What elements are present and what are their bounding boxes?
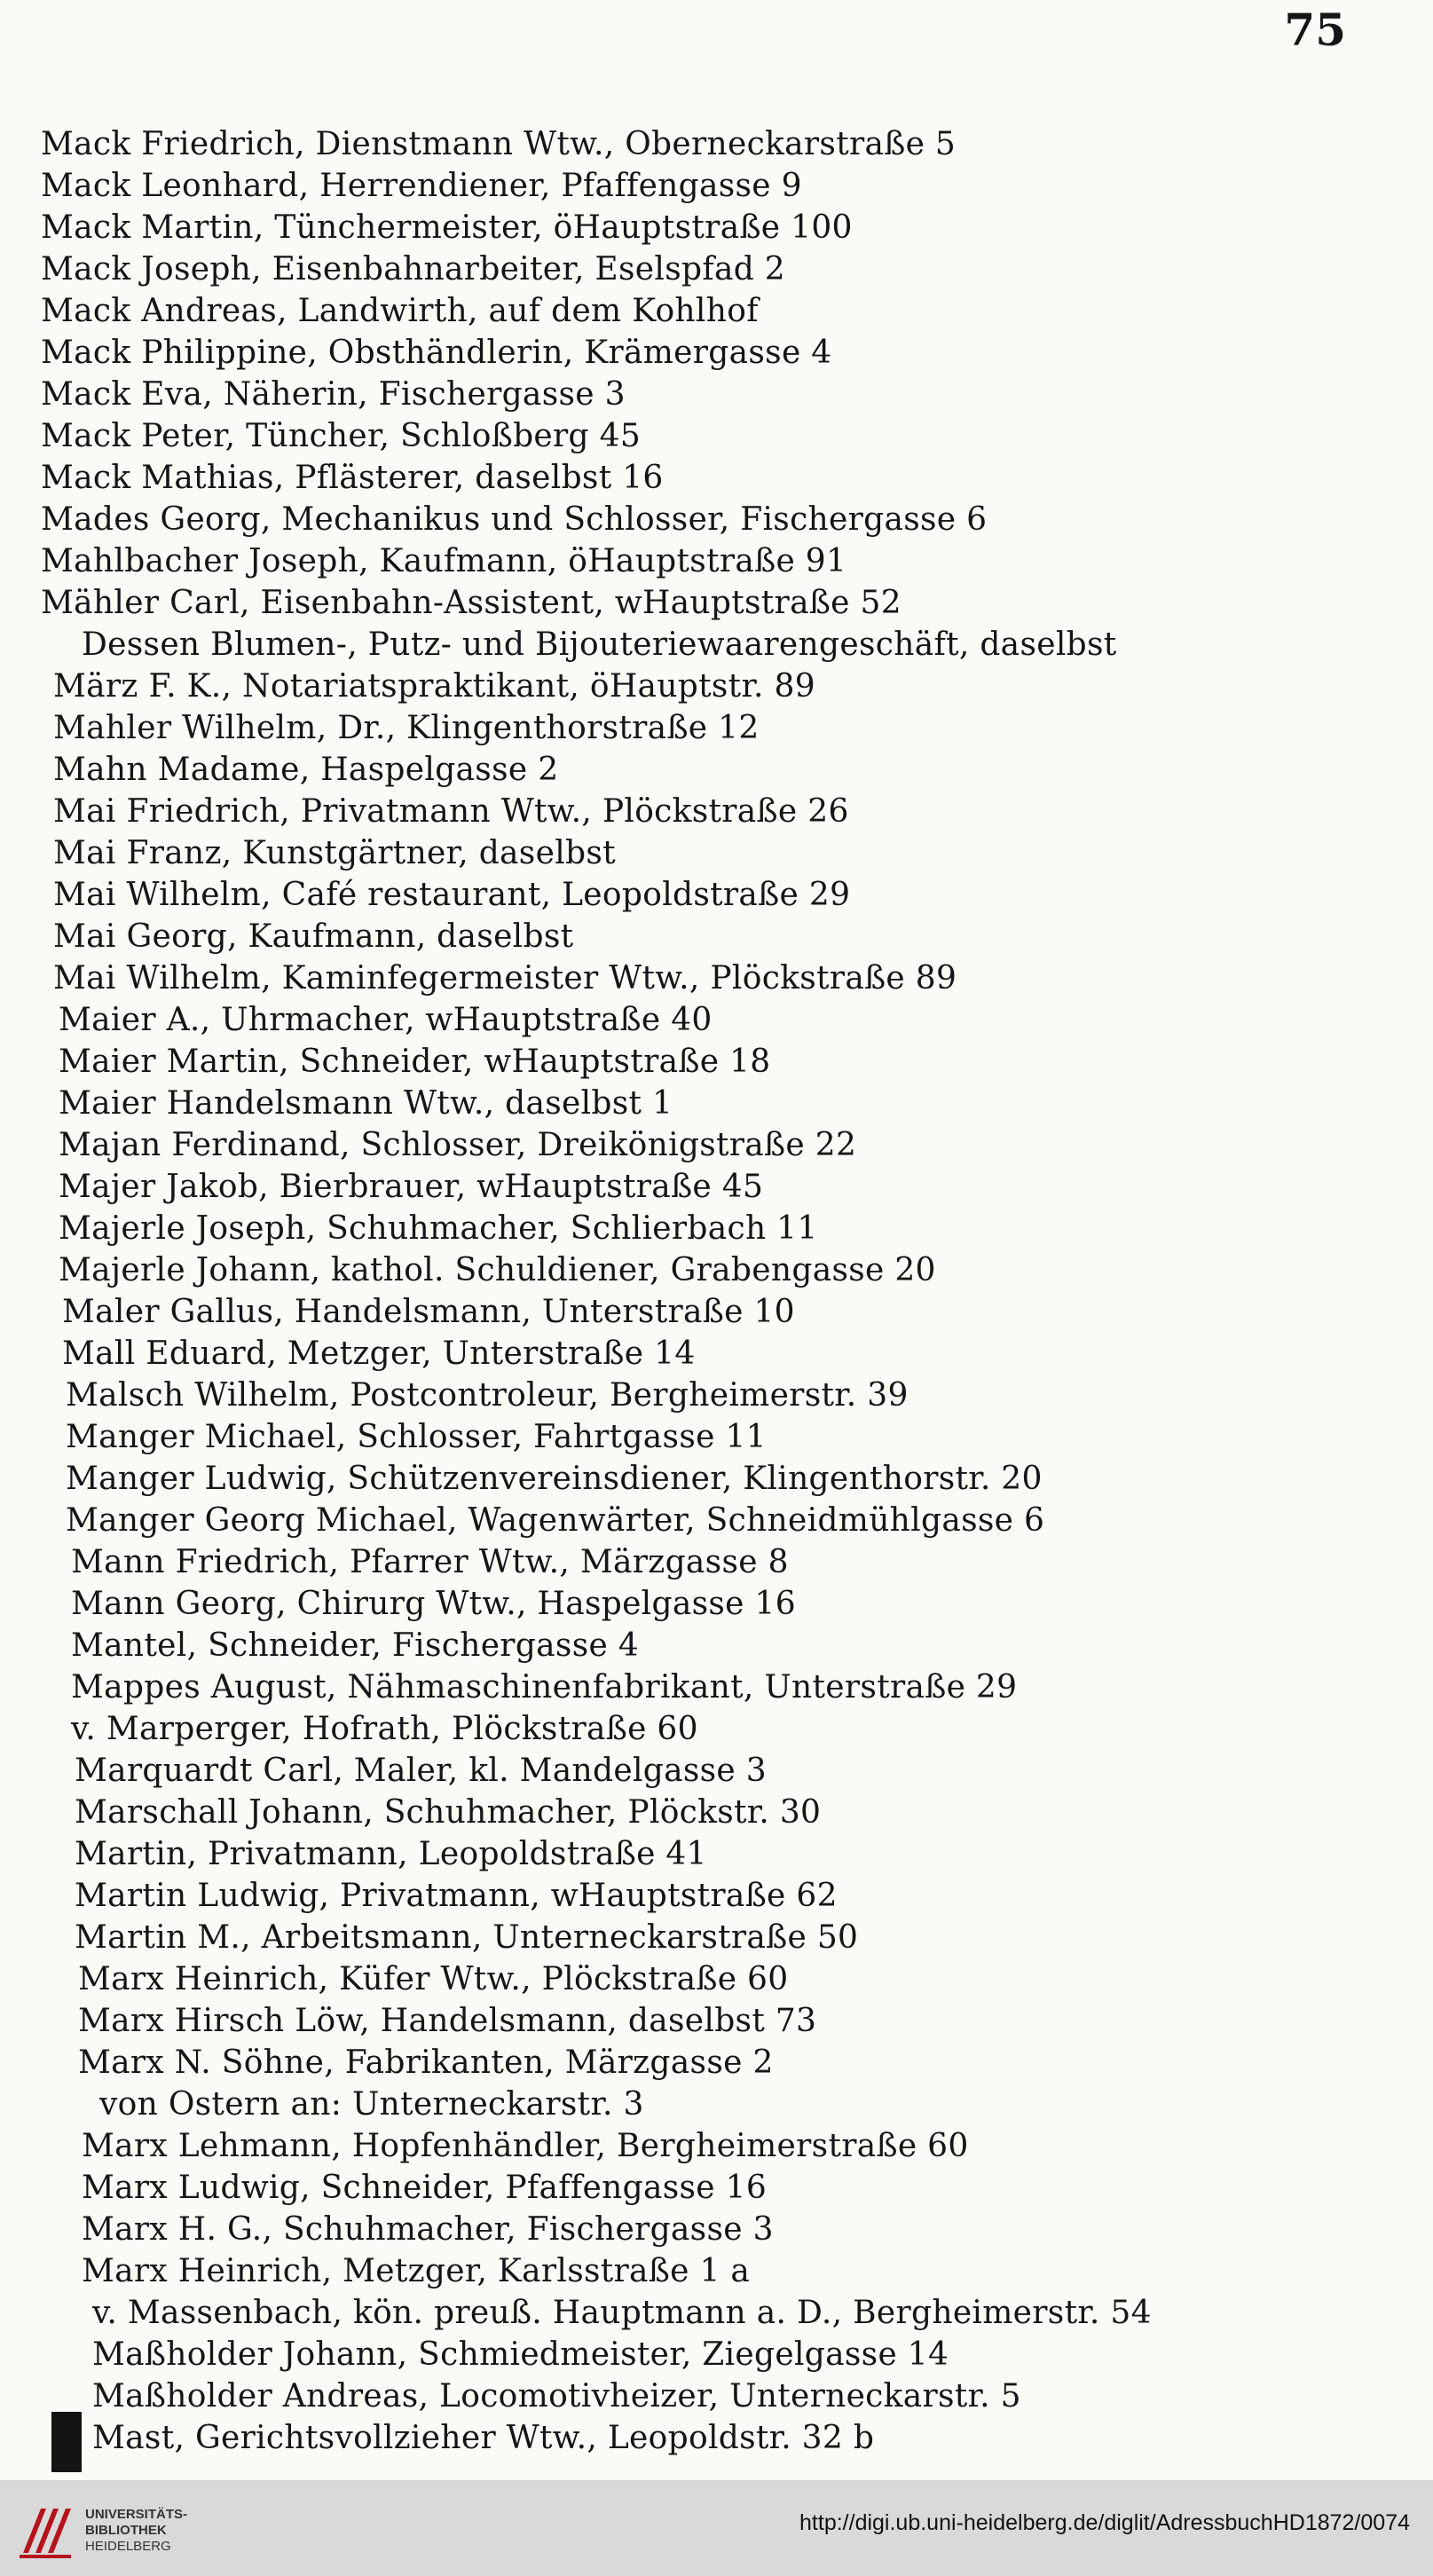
directory-entry: Maßholder Johann, Schmiedmeister, Ziegelgasse 14 xyxy=(92,2336,949,2373)
directory-entry: Mann Friedrich, Pfarrer Wtw., Märzgasse 8 xyxy=(71,1544,789,1580)
directory-entry: v. Marperger, Hofrath, Plöckstraße 60 xyxy=(71,1711,698,1747)
directory-entry: Mack Philippine, Obsthändlerin, Krämergasse 4 xyxy=(41,335,832,371)
library-name xyxy=(85,2507,187,2555)
directory-entry: Majer Jakob, Bierbrauer, wHauptstraße 45 xyxy=(59,1169,764,1205)
directory-entry: Mack Joseph, Eisenbahnarbeiter, Eselspfad 2 xyxy=(41,251,786,288)
directory-entry: Marx Lehmann, Hopfenhändler, Bergheimerstraße 60 xyxy=(82,2128,969,2164)
directory-entry: Manger Georg Michael, Wagenwärter, Schneidmühlgasse 6 xyxy=(66,1502,1045,1539)
directory-entry: Martin M., Arbeitsmann, Unterneckarstraße 50 xyxy=(75,1919,859,1956)
directory-entry: Majerle Johann, kathol. Schuldiener, Grabengasse 20 xyxy=(59,1252,936,1288)
directory-entry: Marx H. G., Schuhmacher, Fischergasse 3 xyxy=(82,2211,774,2248)
directory-entry: Dessen Blumen-, Putz- und Bijouteriewaarengeschäft, daselbst xyxy=(82,626,1117,663)
directory-entry: Marx Heinrich, Metzger, Karlsstraße 1 a xyxy=(82,2253,751,2289)
directory-entry: Mappes August, Nähmaschinenfabrikant, Unterstraße 29 xyxy=(71,1669,1018,1706)
directory-entry: Mall Eduard, Metzger, Unterstraße 14 xyxy=(62,1335,696,1372)
directory-entry: Mack Friedrich, Dienstmann Wtw., Oberneckarstraße 5 xyxy=(41,126,957,162)
directory-entry: Mahn Madame, Haspelgasse 2 xyxy=(53,752,559,788)
library-logo[interactable] xyxy=(14,2498,218,2562)
directory-entry: Marquardt Carl, Maler, kl. Mandelgasse 3 xyxy=(75,1753,767,1789)
logo-line-2: BIBLIOTHEK xyxy=(85,2523,167,2538)
directory-entry: Mai Wilhelm, Café restaurant, Leopoldstraße 29 xyxy=(53,877,851,913)
directory-entry: Mack Mathias, Pflästerer, daselbst 16 xyxy=(41,460,664,496)
directory-entry: Mann Georg, Chirurg Wtw., Haspelgasse 16 xyxy=(71,1586,796,1622)
directory-entry: Mack Leonhard, Herrendiener, Pfaffengasse 9 xyxy=(41,168,802,204)
directory-entry: Mack Peter, Tüncher, Schloßberg 45 xyxy=(41,418,642,454)
directory-entry: Marx N. Söhne, Fabrikanten, Märzgasse 2 xyxy=(78,2044,774,2081)
directory-entry: Mades Georg, Mechanikus und Schlosser, Fischergasse 6 xyxy=(41,501,988,538)
directory-entry: Mahler Wilhelm, Dr., Klingenthorstraße 12 xyxy=(53,710,760,746)
directory-entries xyxy=(0,123,1433,2459)
directory-entry: Marx Ludwig, Schneider, Pfaffengasse 16 xyxy=(82,2170,768,2206)
directory-entry: Majerle Joseph, Schuhmacher, Schlierbach 11 xyxy=(59,1210,818,1247)
directory-entry: Mack Martin, Tünchermeister, öHauptstraße 100 xyxy=(41,209,853,246)
directory-entry: Mai Georg, Kaufmann, daselbst xyxy=(53,918,574,955)
source-url[interactable]: http://digi.ub.uni-heidelberg.de/diglit/AdressbuchHD1872/0074 xyxy=(799,2510,1410,2535)
directory-entry: Marx Heinrich, Küfer Wtw., Plöckstraße 60 xyxy=(78,1961,789,1997)
logo-line-3: HEIDELBERG xyxy=(85,2539,171,2554)
directory-entry: Marx Hirsch Löw, Handelsmann, daselbst 73 xyxy=(78,2003,817,2039)
directory-entry: Mantel, Schneider, Fischergasse 4 xyxy=(71,1627,640,1664)
directory-entry: Maier Handelsmann Wtw., daselbst 1 xyxy=(59,1085,673,1122)
directory-entry: Maler Gallus, Handelsmann, Unterstraße 10 xyxy=(62,1294,795,1330)
library-emblem-icon xyxy=(14,2498,76,2562)
scan-edge-mark xyxy=(51,2412,82,2472)
directory-entry: Malsch Wilhelm, Postcontroleur, Bergheimerstr. 39 xyxy=(66,1377,909,1414)
directory-entry: Martin Ludwig, Privatmann, wHauptstraße 62 xyxy=(75,1878,838,1914)
directory-entry: Mai Wilhelm, Kaminfegermeister Wtw., Plöckstraße 89 xyxy=(53,960,957,997)
directory-entry: von Ostern an: Unterneckarstr. 3 xyxy=(99,2086,644,2123)
directory-entry: Martin, Privatmann, Leopoldstraße 41 xyxy=(75,1836,707,1872)
directory-entry: Maier A., Uhrmacher, wHauptstraße 40 xyxy=(59,1002,713,1038)
footer-bar xyxy=(0,2480,1433,2576)
directory-entry: Manger Ludwig, Schützenvereinsdiener, Klingenthorstr. 20 xyxy=(66,1461,1043,1497)
directory-entry: Mähler Carl, Eisenbahn-Assistent, wHauptstraße 52 xyxy=(41,585,902,621)
directory-entry: Manger Michael, Schlosser, Fahrtgasse 11 xyxy=(66,1419,767,1455)
logo-line-1: UNIVERSITÄTS- xyxy=(85,2507,188,2522)
directory-entry: Mast, Gerichtsvollzieher Wtw., Leopoldstr. 32 b xyxy=(92,2420,875,2456)
directory-entry: Mai Franz, Kunstgärtner, daselbst xyxy=(53,835,616,871)
directory-entry: Mack Eva, Näherin, Fischergasse 3 xyxy=(41,376,626,413)
page-number: 75 xyxy=(1284,4,1346,56)
directory-entry: v. Massenbach, kön. preuß. Hauptmann a. D., Bergheimerstr. 54 xyxy=(92,2295,1152,2331)
directory-entry: Mahlbacher Joseph, Kaufmann, öHauptstraße 91 xyxy=(41,543,847,579)
directory-entry: März F. K., Notariatspraktikant, öHauptstr. 89 xyxy=(53,668,815,705)
directory-entry: Marschall Johann, Schuhmacher, Plöckstr. 30 xyxy=(75,1794,822,1831)
directory-entry: Mai Friedrich, Privatmann Wtw., Plöckstraße 26 xyxy=(53,793,849,830)
directory-entry: Maier Martin, Schneider, wHauptstraße 18 xyxy=(59,1044,771,1080)
directory-entry: Mack Andreas, Landwirth, auf dem Kohlhof xyxy=(41,293,759,329)
directory-entry: Maßholder Andreas, Locomotivheizer, Unterneckarstr. 5 xyxy=(92,2378,1021,2415)
directory-entry: Majan Ferdinand, Schlosser, Dreikönigstraße 22 xyxy=(59,1127,857,1163)
